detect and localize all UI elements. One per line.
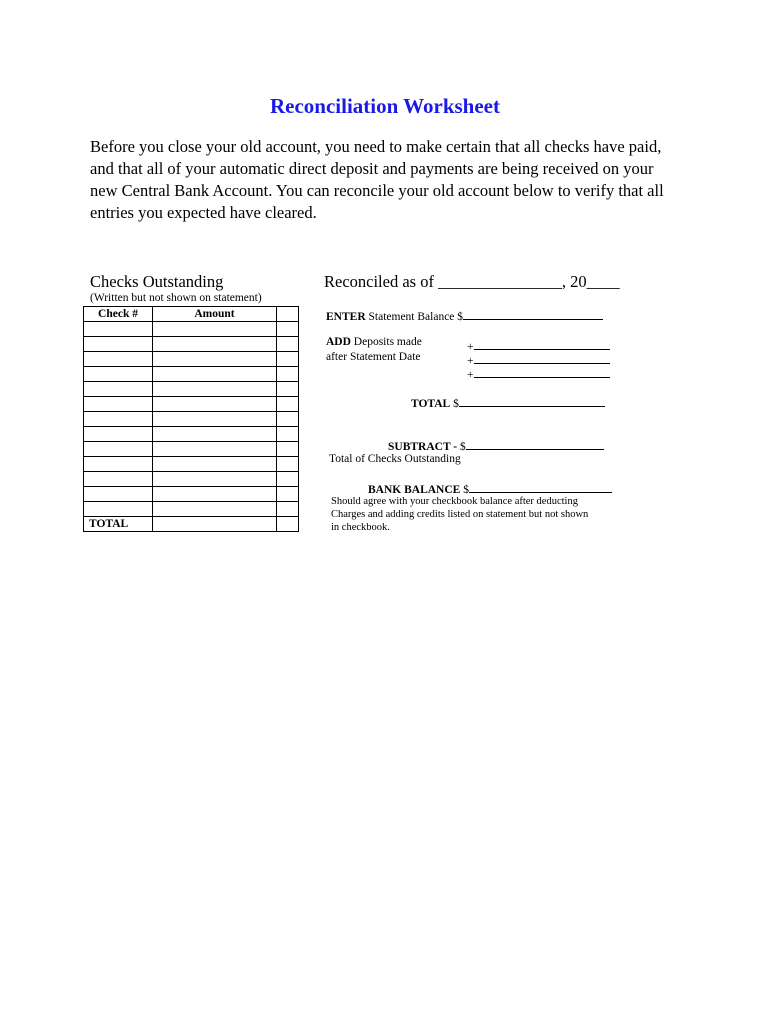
- amount-cell[interactable]: [153, 457, 277, 472]
- amount-cell[interactable]: [153, 412, 277, 427]
- total-field[interactable]: [459, 395, 605, 407]
- cents-cell[interactable]: [277, 472, 299, 487]
- check-number-cell[interactable]: [84, 472, 153, 487]
- reconciled-prefix: Reconciled as of: [324, 272, 439, 291]
- table-row: [84, 457, 299, 472]
- cents-cell[interactable]: [277, 487, 299, 502]
- note-line: Charges and adding credits listed on statement but not shown: [331, 509, 589, 520]
- deposit-line-2: [467, 352, 610, 367]
- amount-cell[interactable]: [153, 487, 277, 502]
- check-number-cell[interactable]: [84, 397, 153, 412]
- amount-cell[interactable]: [153, 382, 277, 397]
- cents-cell[interactable]: [277, 322, 299, 337]
- checks-outstanding-subheading: (Written but not shown on statement): [90, 292, 262, 304]
- amount-cell[interactable]: [153, 397, 277, 412]
- cents-cell[interactable]: [277, 457, 299, 472]
- cents-cell[interactable]: [277, 427, 299, 442]
- table-row: [84, 352, 299, 367]
- add-text: Deposits made: [350, 336, 422, 348]
- add-label: ADD: [326, 336, 351, 348]
- table-row: [84, 382, 299, 397]
- cents-cell[interactable]: [277, 367, 299, 382]
- check-number-cell[interactable]: [84, 382, 153, 397]
- total-row: [84, 517, 299, 532]
- amount-cell[interactable]: [153, 322, 277, 337]
- total-amount-cell[interactable]: [153, 517, 277, 532]
- table-row: [84, 502, 299, 517]
- intro-paragraph: [90, 136, 690, 224]
- check-number-cell[interactable]: [84, 457, 153, 472]
- table-header-row: [84, 307, 299, 322]
- amount-cell[interactable]: [153, 472, 277, 487]
- total-label: TOTAL: [84, 517, 153, 532]
- bank-balance-line: [368, 481, 612, 496]
- check-number-cell[interactable]: [84, 367, 153, 382]
- plus-sign: +: [467, 341, 474, 353]
- intro-line: Before you close your old account, you need to make certain that all checks have paid,: [90, 137, 662, 156]
- after-statement-date-label: after Statement Date: [326, 351, 421, 363]
- check-number-cell[interactable]: [84, 322, 153, 337]
- table-row: [84, 397, 299, 412]
- check-number-header: Check #: [84, 307, 153, 322]
- check-number-cell[interactable]: [84, 352, 153, 367]
- note-line: in checkbook.: [331, 522, 390, 533]
- table-row: [84, 427, 299, 442]
- deposit-field-3[interactable]: [474, 366, 610, 378]
- amount-cell[interactable]: [153, 337, 277, 352]
- intro-line: entries you expected have cleared.: [90, 203, 317, 222]
- table-row: [84, 487, 299, 502]
- subtract-field[interactable]: [466, 438, 604, 450]
- reconciled-year-prefix: , 20: [561, 272, 587, 291]
- check-number-cell[interactable]: [84, 442, 153, 457]
- enter-label: ENTER: [326, 311, 366, 323]
- table-row: [84, 322, 299, 337]
- checks-outstanding-table: [83, 306, 299, 532]
- cents-cell[interactable]: [277, 397, 299, 412]
- subtract-caption: Total of Checks Outstanding: [329, 453, 461, 465]
- statement-balance-field[interactable]: [463, 308, 603, 320]
- total-line: [411, 395, 605, 410]
- plus-sign: +: [467, 355, 474, 367]
- reconciled-year-blank[interactable]: ____: [586, 272, 620, 291]
- amount-cell[interactable]: [153, 502, 277, 517]
- check-number-cell[interactable]: [84, 487, 153, 502]
- bank-balance-note: [331, 495, 588, 534]
- check-number-cell[interactable]: [84, 412, 153, 427]
- reconciled-date-blank[interactable]: _______________: [438, 272, 562, 291]
- check-rows: [84, 322, 299, 517]
- deposit-line-1: [467, 338, 610, 353]
- deposit-line-3: [467, 366, 610, 381]
- intro-line: new Central Bank Account. You can reconcile your old account below to verify that all: [90, 181, 664, 200]
- cents-cell[interactable]: [277, 382, 299, 397]
- page-title: Reconciliation Worksheet: [269, 94, 500, 118]
- amount-cell[interactable]: [153, 442, 277, 457]
- cents-cell[interactable]: [277, 442, 299, 457]
- total-label-right: TOTAL: [411, 398, 451, 410]
- table-row: [84, 442, 299, 457]
- check-number-cell[interactable]: [84, 502, 153, 517]
- checks-outstanding-heading: Checks Outstanding: [90, 272, 224, 291]
- cents-cell[interactable]: [277, 337, 299, 352]
- enter-statement-balance: [326, 308, 603, 323]
- intro-line: and that all of your automatic direct deposit and payments are being received on your: [90, 159, 654, 178]
- amount-cell[interactable]: [153, 352, 277, 367]
- table-row: [84, 337, 299, 352]
- deposit-field-1[interactable]: [474, 338, 610, 350]
- table-row: [84, 412, 299, 427]
- table-row: [84, 472, 299, 487]
- note-line: Should agree with your checkbook balance after deducting: [331, 496, 578, 507]
- amount-header: Amount: [153, 307, 277, 322]
- check-number-cell[interactable]: [84, 337, 153, 352]
- enter-text: Statement Balance $: [365, 311, 464, 323]
- subtract-line: [388, 438, 604, 453]
- bank-balance-dollar: $: [463, 484, 469, 496]
- cents-cell[interactable]: [277, 412, 299, 427]
- check-number-cell[interactable]: [84, 427, 153, 442]
- deposit-field-2[interactable]: [474, 352, 610, 364]
- table-row: [84, 367, 299, 382]
- cents-cell[interactable]: [277, 502, 299, 517]
- bank-balance-field[interactable]: [469, 481, 612, 493]
- reconciled-as-of-line: [324, 272, 620, 292]
- subtract-label: SUBTRACT -: [388, 441, 460, 453]
- add-deposits-label: [326, 336, 422, 348]
- cents-cell[interactable]: [277, 352, 299, 367]
- total-cents-cell[interactable]: [277, 517, 299, 532]
- subtract-dollar: $: [460, 441, 466, 453]
- cents-header: [277, 307, 299, 322]
- plus-sign: +: [467, 369, 474, 381]
- amount-cell[interactable]: [153, 427, 277, 442]
- total-dollar: $: [453, 398, 459, 410]
- amount-cell[interactable]: [153, 367, 277, 382]
- bank-balance-label: BANK BALANCE: [368, 484, 464, 496]
